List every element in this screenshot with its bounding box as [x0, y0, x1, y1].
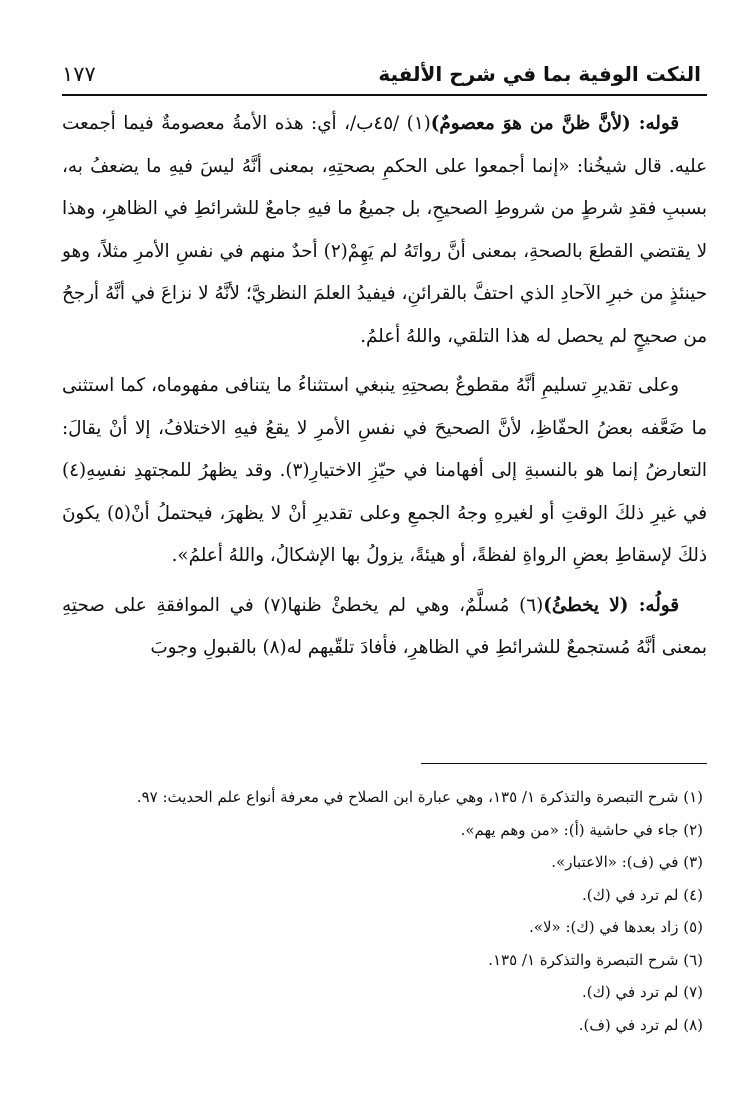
footnote: (٥) زاد بعدها في (ك): «لا». — [529, 918, 703, 936]
paragraph-text: (١) /٤٥ب/، أي: هذه الأمةُ معصومةٌ فيما أجمعت عليه. قال شيخُنا: «إنما أجمعوا على الحكمِ بصحتِهِ، بمعنى أنَّهُ ليسَ فيهِ ما يضعفُ به، بسببِ فقدِ شرطٍ من شروطِ الصحيحِ، بل جميعُ ما فيهِ جامعٌ للشرائطِ في الظاهرِ، وهذا لا يقتضي القطعَ بالصحةِ، بمعنى أنَّ رواتَهُ لم يَهِمْ(٢) أحدٌ منهم في نفسِ الأمرِ مثلاً، وهو حينئذٍ من خبرِ الآحادِ الذي احتفَّ بالقرائنِ، فيفيدُ العلمَ النظريَّ؛ لأنَّهُ لا نزاعَ في أنَّهُ أرجحُ من صحيحٍ لم يحصل له هذا التلقي، واللهُ أعلمُ. — [62, 113, 707, 347]
footnote: (٧) لم ترد في (ك). — [581, 983, 703, 1001]
page-number: ١٧٧ — [62, 62, 96, 86]
footnote: (٨) لم ترد في (ف). — [578, 1015, 703, 1034]
running-header — [62, 46, 701, 86]
paragraph-text: وعلى تقديرِ تسليمِ أنَّهُ مقطوعٌ بصحتِهِ ينبغي استثناءُ ما يتنافى مفهوماه، كما استثنى ما ضَعَّفه بعضُ الحفّاظِ، لأنَّ الصحيحَ في نفسِ الأمرِ لا يقعُ فيهِ الاختلافُ، إلا أنْ يقالَ: التعارضُ إنما هو بالنسبةِ إلى أفهامنا في حيّزِ الاختيارِ(٣). وقد يظهرُ للمجتهدِ نفسِهِ(٤) في غيرِ ذلكَ الوقتِ أو لغيرهِ وجهُ الجمعِ وعلى تقديرِ أنْ لا يظهرَ، فيحتملُ أنْ(٥) يكونَ ذلكَ لإسقاطِ بعضِ الرواةِ لفظةً، أو هيئةً، يزولُ بها الإشكالُ، واللهُ أعلمُ». — [62, 375, 707, 566]
paragraph-2 — [62, 365, 707, 578]
quoted-phrase: قولُه: (لا يخطئُ) — [543, 594, 679, 616]
footnote: (٣) في (ف): «الاعتبار». — [551, 853, 703, 871]
main-text — [62, 103, 707, 670]
header-divider — [62, 94, 707, 96]
book-title: النكت الوفية بما في شرح الألفية — [378, 62, 701, 86]
paragraph-3 — [62, 585, 707, 670]
footnote-divider — [421, 763, 707, 764]
footnote: (١) شرح التبصرة والتذكرة ١/ ١٣٥، وهي عبارة ابن الصلاح في معرفة أنواع علم الحديث: ٩٧. — [136, 788, 703, 806]
paragraph-1 — [62, 103, 707, 358]
footnote: (٢) جاء في حاشية (أ): «من وهم يهم». — [460, 820, 703, 839]
footnote: (٦) شرح التبصرة والتذكرة ١/ ١٣٥. — [488, 950, 703, 969]
paragraph-text: (٦) مُسلَّمٌ، وهي لم يخطئْ ظنها(٧) في الموافقةِ على صحتِهِ بمعنى أنَّهُ مُستجمعٌ للشرائطِ في الظاهرِ، فأفادَ تلقّيهم له(٨) بالقبولِ وجوبَ — [62, 594, 707, 658]
footnote: (٤) لم ترد في (ك). — [581, 885, 703, 904]
footnotes-list — [62, 781, 703, 1041]
quoted-phrase: قوله: (لأنَّ ظنَّ من هوَ معصومٌ) — [430, 113, 680, 134]
